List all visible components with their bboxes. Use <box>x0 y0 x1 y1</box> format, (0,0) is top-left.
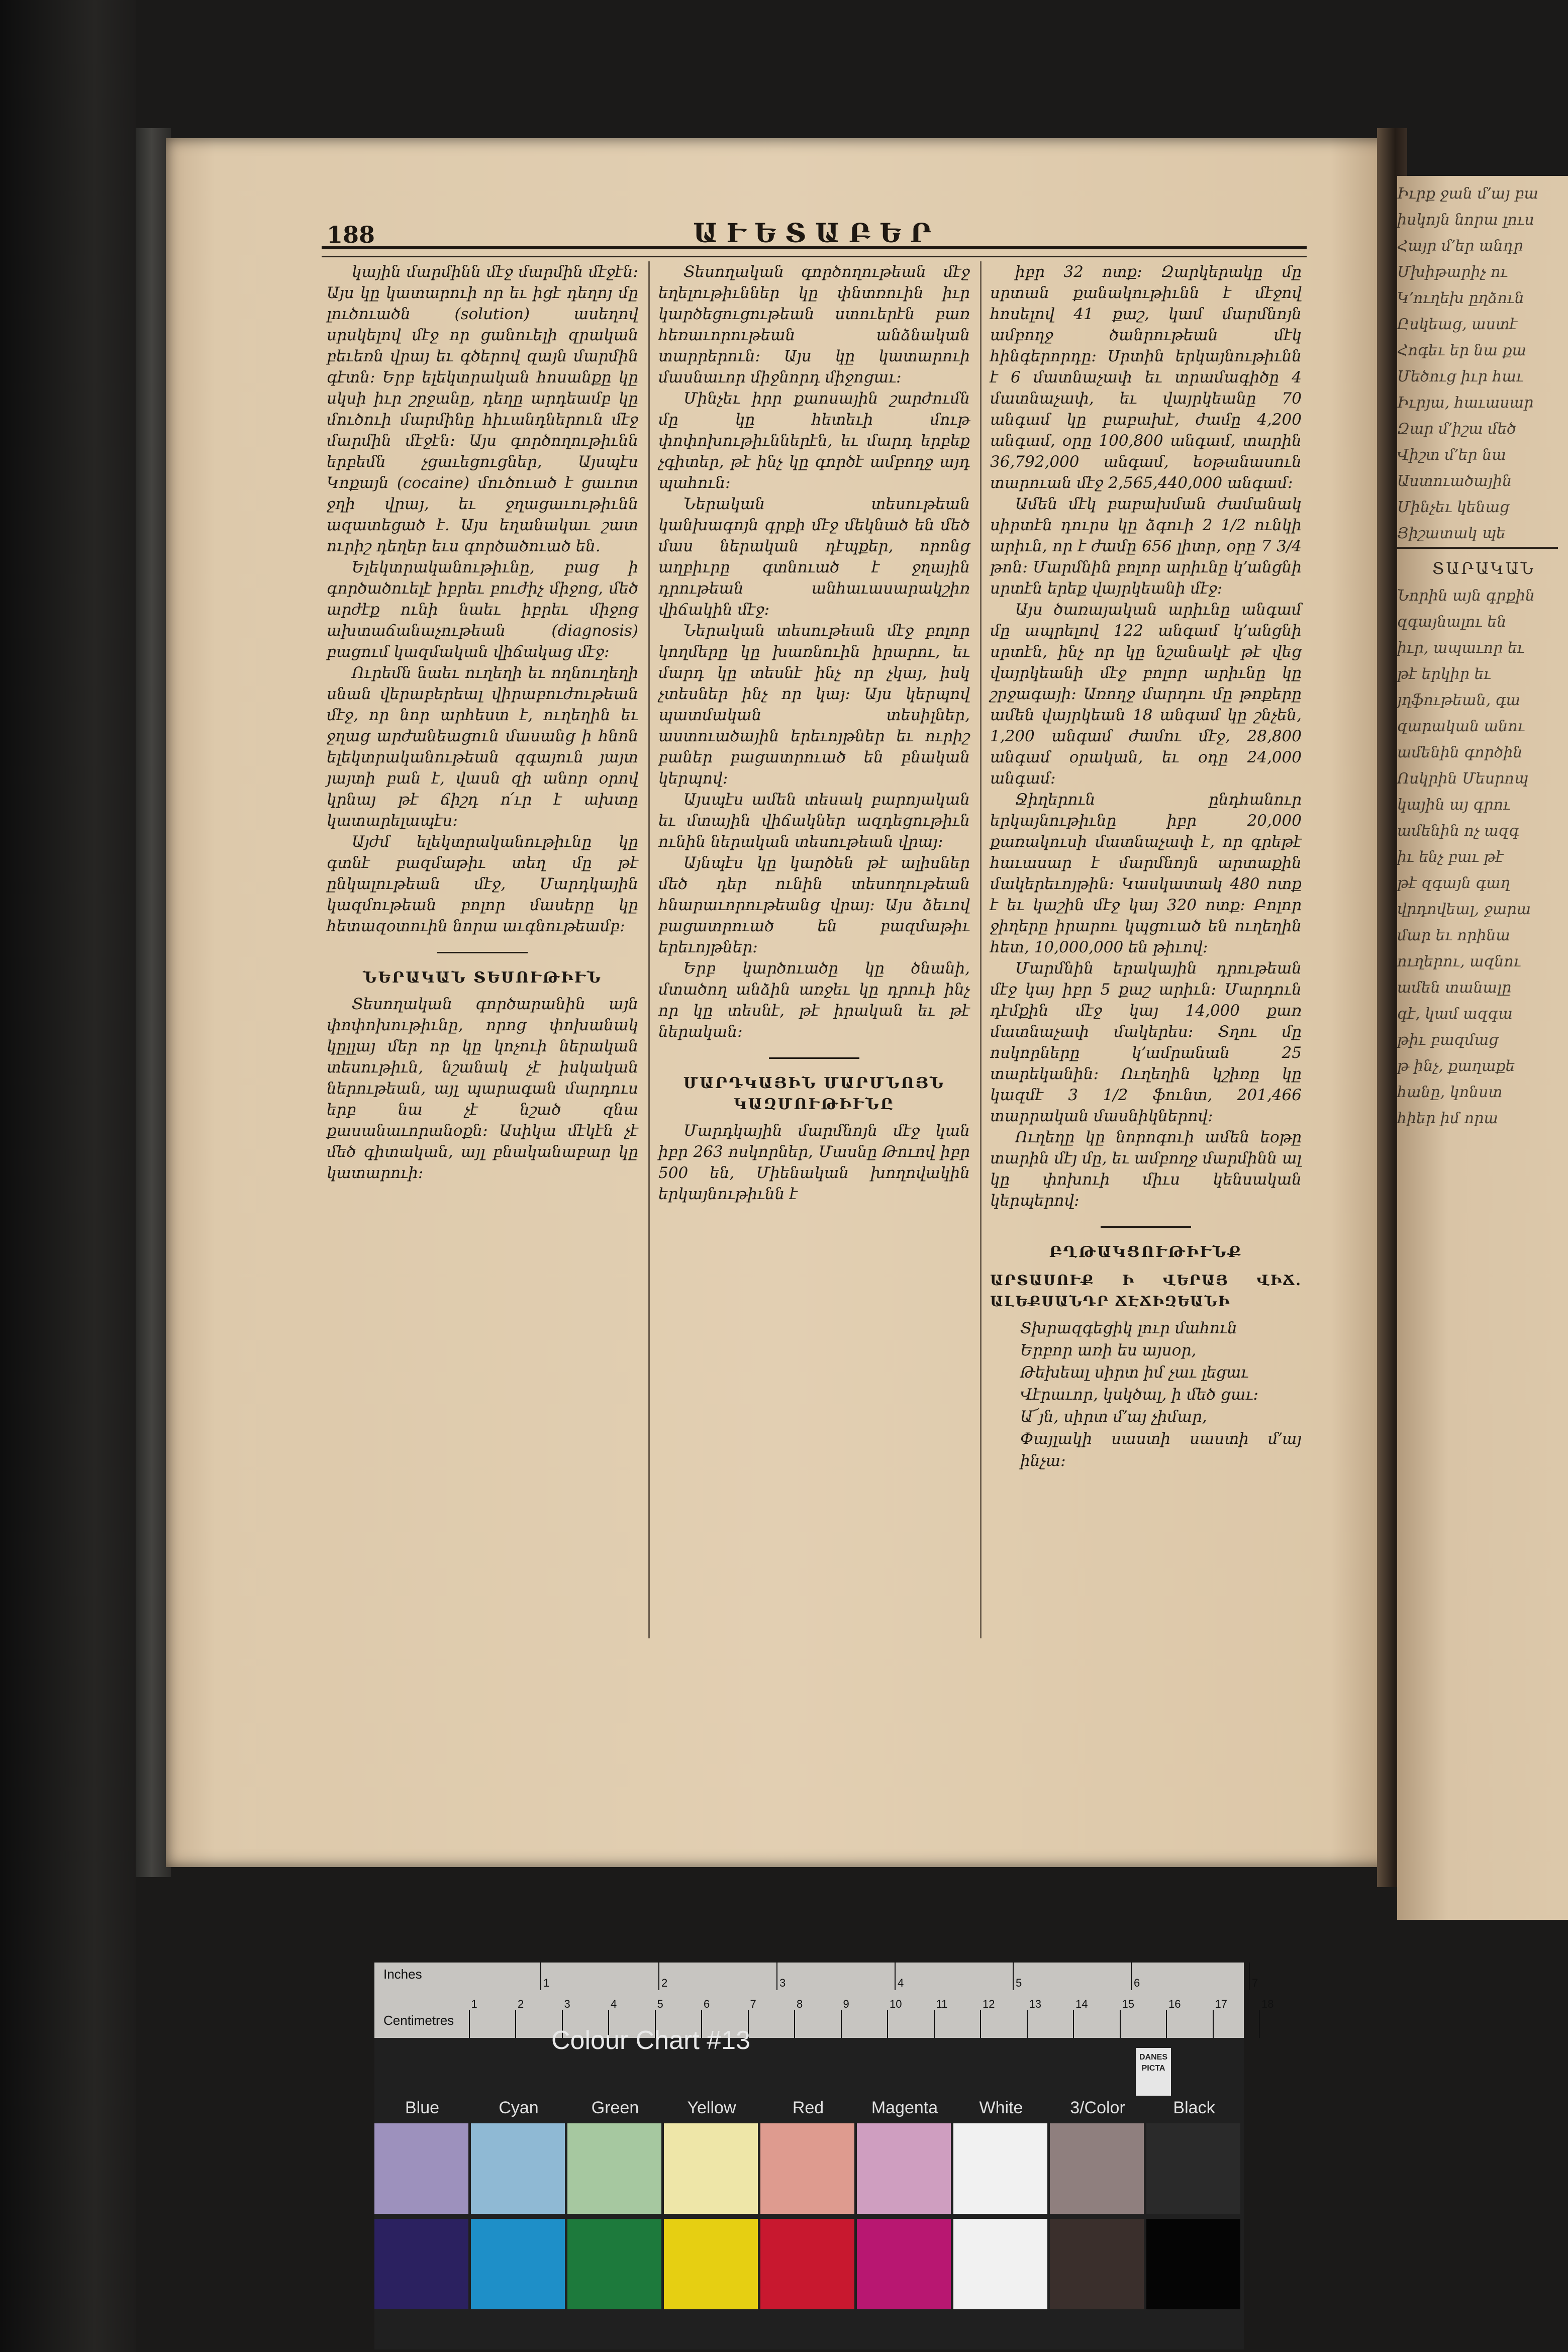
facing-page-line: Հոգեւ եր նա քա <box>1397 342 1527 359</box>
facing-page-line: հանը, կոնստ <box>1397 1084 1503 1101</box>
ruler-cm-number: 7 <box>750 1998 756 2010</box>
brand-logo: DANES PICTA <box>1136 2048 1171 2096</box>
swatch-dark <box>760 2219 854 2309</box>
ruler-cm-number: 5 <box>657 1998 663 2010</box>
facing-page-heading: ՏԱՐԱԿԱՆ <box>1432 559 1536 578</box>
paragraph: Ամեն մէկ բաբախման ժամանակ սիրտէն դուրս կը ձգուի 2 1/2 ունկի արիւն, որ է ժամը 656 լիտր, օրը 7 3/4 թոն։ Մարմնին բոլոր արիւնը կ՚անցնի սրտէն երեք վայրկեանի մէջ։ <box>990 495 1302 598</box>
paragraph: Այսպէս ամեն տեսակ բարոյական եւ մտային վիճակներ ազդեցութիւն ունին ներական տեսութեան վրայ։ <box>658 791 970 851</box>
section-divider <box>1101 1226 1191 1228</box>
ruler-cm-number: 1 <box>471 1998 477 2010</box>
ruler-inch-tick <box>540 1963 541 1990</box>
swatch-label: Blue <box>405 2098 440 2117</box>
facing-page-line: վրդովեալ, ջարա <box>1397 901 1531 918</box>
running-title: ԱՒԵՏԱԲԵՐ <box>693 218 940 249</box>
swatch-label: Green <box>591 2098 639 2117</box>
colour-chart-title: Colour Chart #13 <box>551 2026 750 2055</box>
ruler-inch-number: 7 <box>1252 1977 1258 1989</box>
ruler-inch-number: 6 <box>1134 1977 1140 1989</box>
poem-line: Տխրազգեցիկ լուր մահուն <box>1020 1319 1237 1337</box>
ruler-cm-tick <box>1166 2010 1167 2038</box>
facing-page-line: զարական անու <box>1397 718 1525 735</box>
facing-page-line: իւ ենչ բաւ թէ <box>1397 848 1504 866</box>
swatch-dark <box>1050 2219 1144 2309</box>
ruler-inch-tick <box>895 1963 896 1990</box>
swatch-light <box>664 2123 758 2214</box>
text-column-1 <box>327 261 638 1184</box>
facing-page-line: Մեծուց իւր հաւ <box>1397 368 1524 385</box>
ruler-inch-number: 3 <box>779 1977 786 1989</box>
facing-page-line: Իւրյա, հաւասար <box>1397 394 1534 412</box>
page-number: 188 <box>327 221 375 248</box>
column-1-section-paragraphs <box>327 994 638 1184</box>
ruler-cm-number: 14 <box>1075 1998 1088 2010</box>
facing-page-line: Մխիթարիչ ու <box>1397 263 1508 281</box>
swatch-dark <box>374 2219 468 2309</box>
facing-page-line: Հայր մ՚եր անդր <box>1397 237 1523 255</box>
swatch-dark <box>664 2219 758 2309</box>
poem-line: Վէրաւոր, կսկծալ, ի մեծ ցաւ։ <box>1020 1386 1259 1404</box>
ruler-cm-number: 2 <box>518 1998 524 2010</box>
ruler-cm-number: 12 <box>983 1998 995 2010</box>
paragraph: Այս ծառայական արիւնը անգամ մը ապրելով 122 անգամ կ՚անցնի սրտէն, ինչ որ կը նշանակէ թէ վեց վայրկեանի մէջ բոլոր արիւնը կը շրջագայի։ Առողջ մարդու մը թոքերը ամեն վայրկեան 18 անգամ կը շնչեն, 1,200 անգամ ժամու մէջ, 28,800 անգամ օրական, եւ օդը 24,000 անգամ։ <box>990 601 1302 788</box>
paragraph: Տեսողական գործարանին այն փոփոխութիւնը, որոց փոխանակ կըլլայ մեր որ կը կոչուի ներական տեսութիւն, նշանակ չէ իսկական ներութեան, այլ պարագան մարդուս երբ նա չէ նշած զնա քասանաւորանօքն։ Ասիկա մէկէն չէ մեծ գիտական, այլ բնականաբար կը կատարուի։ <box>327 995 638 1182</box>
colour-chart-strip <box>374 1963 1274 2349</box>
paragraph: Մարդկային մարմնոյն մէջ կան իբր 263 ոսկորներ, Մասնը Թուով իբր 500 են, Միենական խողովակին երկայնութիւնն է <box>658 1122 970 1203</box>
ruler-cm-number: 18 <box>1261 1998 1274 2010</box>
ruler-inch-tick <box>1013 1963 1014 1990</box>
facing-page-rule <box>1397 547 1558 549</box>
facing-page-line: Վիշտ մ՚եր նա <box>1397 446 1506 464</box>
facing-page-line: Աստուածային <box>1397 472 1512 490</box>
text-column-3 <box>990 261 1302 1472</box>
ruler-inch-tick <box>1131 1963 1132 1990</box>
facing-page-line: ամենին գործին <box>1397 744 1523 761</box>
paragraph: իբր 32 ոտք։ Զարկերակը մը սրտան քանակութիւնն է մէջով հոսելով 41 քաշ, կամ մարմնոյն ամբողջ ծանրութեան մէկ հինգերորդը։ Սրտին երկայնութիւնն է 6 մատնաչափ եւ տրամագիծը 4 մատնաչափ, եւ վայրկեանը 70 անգամ կը բաբախէ, ժամը 4,200 անգամ, օրը 100,800 անգամ, տարին 36,792,000 անգամ, եօթանասուն տարուան մէջ 2,565,440,000 անգամ։ <box>990 263 1302 492</box>
poem-line: Ա՜յն, սիրտ մ՚այ չիմար, <box>1020 1408 1207 1426</box>
ruler-cm-number: 10 <box>890 1998 902 2010</box>
facing-page-line: Կ՚ուղեխ ըղձուն <box>1397 289 1524 307</box>
paragraph: Ջիղերուն ընդհանուր երկայնութիւնը իբր 20,000 քառակուսի մատնաչափ է, որ գրեթէ հաւասար է մարմնոյն արտաքին մակերեւոյթին։ Կասկատակ 480 ոտք է եւ կաշին մէջ կայ 320 ոտք։ Բոլոր ջիղերը իրարու կպցուած են ուղեղին հետ, 10,000,000 են թիւով։ <box>990 791 1302 956</box>
ruler-cm-number: 16 <box>1168 1998 1181 2010</box>
swatch-light <box>1050 2123 1144 2214</box>
book-cover-edge <box>0 0 136 2352</box>
ruler-cm-number: 8 <box>797 1998 803 2010</box>
ruler-cm-tick <box>1073 2010 1074 2038</box>
facing-page <box>1397 176 1568 1920</box>
ruler-inch-number: 1 <box>543 1977 550 1989</box>
text-column-2 <box>658 261 970 1205</box>
swatch-light <box>471 2123 565 2214</box>
facing-page-line: իսկոյն նորա լուս <box>1397 211 1534 229</box>
swatch-light <box>1146 2123 1240 2214</box>
ruler-cm-tick <box>1027 2010 1028 2038</box>
facing-page-line: Ըսկեաց, աստէ <box>1397 316 1518 333</box>
facing-page-line: թ ինչ, քաղաքե <box>1397 1057 1515 1075</box>
facing-page-line: թէ երկիր եւ <box>1397 665 1491 683</box>
facing-page-line: զգայնալու են <box>1397 613 1507 631</box>
swatch-light <box>857 2123 951 2214</box>
swatch-label: Magenta <box>871 2098 938 2117</box>
facing-page-text-bottom <box>1397 587 1568 1127</box>
ruler-inch-number: 4 <box>898 1977 904 1989</box>
paragraph: Այժմ ելեկտրականութիւնը կը գտնէ բազմաթիւ տեղ մը թէ ընկալութեան մէջ, Մարդկային կազմութեան բոլոր մասերը կը հետազօտուին նորա աւգնութեամբ։ <box>327 833 638 935</box>
swatch-light <box>760 2123 854 2214</box>
section-divider <box>769 1057 859 1059</box>
ruler-cm-number: 6 <box>704 1998 710 2010</box>
facing-page-line: թէ զգայն գաղ <box>1397 874 1510 892</box>
swatch-label: White <box>979 2098 1023 2117</box>
ruler-cm-tick <box>1259 2010 1260 2038</box>
poem-line: Թեխեալ սիրտ իմ չաւ լեցաւ <box>1020 1363 1249 1382</box>
ruler-inch-tick <box>1249 1963 1250 1990</box>
swatch-light <box>374 2123 468 2214</box>
ruler-cm-tick <box>1120 2010 1121 2038</box>
swatch-label: 3/Color <box>1070 2098 1125 2117</box>
facing-page-line: գէ, կամ ազգա <box>1397 1005 1513 1023</box>
facing-page-line: Յիշատակ պե <box>1397 525 1506 542</box>
ruler-cm-number: 13 <box>1029 1998 1041 2010</box>
ruler-inch-number: 5 <box>1016 1977 1022 1989</box>
facing-page-line: յղֆութեան, գա <box>1397 692 1521 709</box>
paragraph: Մինչեւ իրր քաոսային շարժումն մը կը հետեւի մութ փոփոխութիւններէն, եւ մարդ երբեք չգիտեր, թէ ինչ կը գործէ ամբողջ այդ պահուն։ <box>658 389 970 492</box>
ruler-inches-label: Inches <box>383 1967 422 1982</box>
column-3-paragraphs <box>990 261 1302 1211</box>
swatch-dark <box>1146 2219 1240 2309</box>
ruler-cm-number: 3 <box>564 1998 570 2010</box>
swatch-light <box>953 2123 1047 2214</box>
section-title-mardkayin-marmnoyn: ՄԱՐԴԿԱՅԻՆ ՄԱՐՄՆՈՅՆ ԿԱԶՄՈՒԹԻՒՆԸ <box>683 1074 945 1113</box>
facing-page-line: Իւրք ջան մ՚այ բա <box>1397 185 1539 203</box>
column-separator <box>980 261 982 1638</box>
swatch-dark <box>857 2219 951 2309</box>
poem-subtitle: ԱՐՏԱՍՈՒՔ Ի ՎԵՐԱՅ ՎԻՃ. ԱԼԵՔՍԱՆԴՐ ՃԷՃԻԶԵԱՆԻ <box>990 1272 1302 1310</box>
paragraph: կային մարմինն մէջ մարմին մէջէն։ Այս կը կատարուի որ եւ իցէ դեղոյ մը լուծուածն (solution) ասեղով սրսկելով մէջ որ ցանուելի զրական բեւեռն վրայ եւ գծերով զայն մարմին գէտն։ Երբ ելեկտրական հոսանքը կը սկսի իւր շրջանը, դեղը արդեամբ կը մուծուի մարմինը հիւանդներուն մէջ մարմին մէջէն։ Այս գործողութիւնն երբեմն չցաւեցուցներ, Այսպէս Կոքայն (cocaine) մուծուած է ցաւոտ ջղի վրայ, եւ ջղացաւութիւնն ազատեցած է. Այս եղանակաւ շատ ուրիշ դեղեր եւս գործածուած են. <box>327 263 638 555</box>
facing-page-line: իւր, ապաւոր եւ <box>1397 639 1525 657</box>
facing-page-line: ամեն տանալը <box>1397 979 1512 997</box>
paragraph: Մարմնին երակային դրութեան մէջ կայ իբր 5 քաշ արիւն։ Մարդուն դէմքին մէջ կայ 14,000 քառ մատնաչափ մակերես։ Տղու մը ոսկորները կ՚ամրանան 25 տարեկանին։ Ուղեղին կշիռը կը կազմէ 3 1/2 ֆունտ, 201,466 տարրական մասնիկներով։ <box>990 959 1302 1125</box>
swatch-dark <box>953 2219 1047 2309</box>
facing-page-line: Մինչեւ կենաց <box>1397 499 1510 516</box>
swatch-light <box>567 2123 661 2214</box>
paragraph: Ելեկտրականութիւնը, բաց ի գործածուելէ իբրեւ բուժիչ միջոց, մեծ արժէք ունի նաեւ իբրեւ միջոց ախտաճանաչութեան (diagnosis) բացում կազմական վիճակաց մէջ։ <box>327 558 638 661</box>
swatch-label: Red <box>792 2098 824 2117</box>
ruler-inch-tick <box>776 1963 777 1990</box>
facing-page-line: մար եւ որինա <box>1397 927 1510 944</box>
swatch-dark <box>567 2219 661 2309</box>
poem-line: Երբոր առի ես այսօր, <box>1020 1341 1197 1359</box>
ruler-cm-number: 11 <box>936 1998 948 2010</box>
ruler-inch-tick <box>658 1963 659 1990</box>
facing-page-line: ամենին ոչ ազգ <box>1397 822 1520 840</box>
poem <box>990 1317 1302 1472</box>
ruler-centimetres-label: Centimetres <box>383 2013 454 2028</box>
facing-page-line: Զար մ՚իշա մեծ <box>1397 420 1516 438</box>
poem-line: Փայլակի սաստի սաստի մ՚այ ինչա։ <box>1020 1430 1302 1470</box>
facing-page-line: Նորին այն գրքին <box>1397 587 1535 605</box>
header-rule <box>322 246 1307 257</box>
paragraph: Երբ կարծուածը կը ծնանի, մտածող անձին առջեւ կը դրուի ինչ որ կը տեսնէ, թէ իրական եւ թէ ներական։ <box>658 959 970 1041</box>
section-divider <box>437 952 528 953</box>
ruler-cm-tick <box>934 2010 935 2038</box>
facing-page-line: կային այ գրու <box>1397 796 1511 814</box>
facing-page-line: թիւ բազմաց <box>1397 1031 1499 1049</box>
facing-page-line: ուղերու, ազնու <box>1397 953 1521 970</box>
column-1-paragraphs <box>327 261 638 937</box>
ruler-cm-tick <box>980 2010 981 2038</box>
paragraph: Այնպէս կը կարծեն թէ ալիսներ մեծ դեր ունին տեսողութեան հնարաւորութեանց վրայ։ Այս ձեւով բացատրուած են բազմաթիւ երեւոյթներ։ <box>658 854 970 956</box>
swatch-label: Cyan <box>499 2098 539 2117</box>
paragraph: Ներական տեսութեան մէջ բոլոր կողմերը կը խառնուին իրարու, եւ մարդ կը տեսնէ ինչ որ չկայ, իսկ չտեսներ ինչ որ կայ։ Այս կերպով պատմական տեսիլներ, աստուածային երեւոյթներ եւ ուրիշ բաներ բացատրուած են բնական կերպով։ <box>658 622 970 788</box>
facing-page-text-top <box>1397 185 1568 542</box>
ruler-cm-number: 15 <box>1122 1998 1134 2010</box>
section-title-bghtakcutiunk: ԲՂԹԱԿՑՈՒԹԻՒՆՔ <box>1049 1243 1243 1261</box>
paragraph: Ուղեղը կը նորոգուի ամեն եօթը տարին մէյ մը, եւ ամբողջ մարմինն ալ կը փոխուի միւս կենսական կերպերով։ <box>990 1128 1302 1210</box>
column-2-section-paragraphs <box>658 1120 970 1205</box>
swatch-label: Yellow <box>687 2098 736 2117</box>
swatch-dark <box>471 2219 565 2309</box>
facing-page-line: հիեր իմ որա <box>1397 1110 1498 1127</box>
paragraph: Ուրեմն նաեւ ուղեղի եւ ողնուղեղի սնան վերաբերեալ վիրաբուժութեան մէջ, որ նոր արհեստ է, ուղեղին եւ ջղաց արժանեացուն մասանց ի հնոն ելեկտրականութեան զգայուն յայտ յայտի բան է, վասն զի անոր օրով կրնայ թէ ճիշդ ո՛ւր է ախտը կատարելապէս։ <box>327 664 638 830</box>
swatch-label: Black <box>1173 2098 1215 2117</box>
paragraph: Տեսողական գործողութեան մէջ եղելութիւններ կը փնտռուին իւր կարծեցուցութեան ստուերէն բառ հեռաւորութեան անձնական տարրերուն։ Այս կը կատարուի մասնաւոր միջնորդ միջոցաւ։ <box>658 263 970 386</box>
paragraph: Ներական տեսութեան կանխագոյն գրքի մէջ մեկնած են մեծ մաս ներական դէպքեր, որոնց աղբիւրը գտնուած է ջղային դրութեան անհաւասարակշիռ վիճակին մէջ։ <box>658 495 970 619</box>
column-separator <box>648 261 650 1638</box>
section-title-nerakan-tesutiun: ՆԵՐԱԿԱՆ ՏԵՍՈՒԹԻՒՆ <box>363 969 602 987</box>
facing-page-line: Ոսկրին Մեսրոպ <box>1397 770 1529 788</box>
ruler-cm-number: 17 <box>1215 1998 1227 2010</box>
ruler-cm-tick <box>1213 2010 1214 2038</box>
ruler-inch-number: 2 <box>661 1977 668 1989</box>
column-2-paragraphs <box>658 261 970 1042</box>
ruler-cm-number: 4 <box>611 1998 617 2010</box>
ruler-cm-number: 9 <box>843 1998 849 2010</box>
